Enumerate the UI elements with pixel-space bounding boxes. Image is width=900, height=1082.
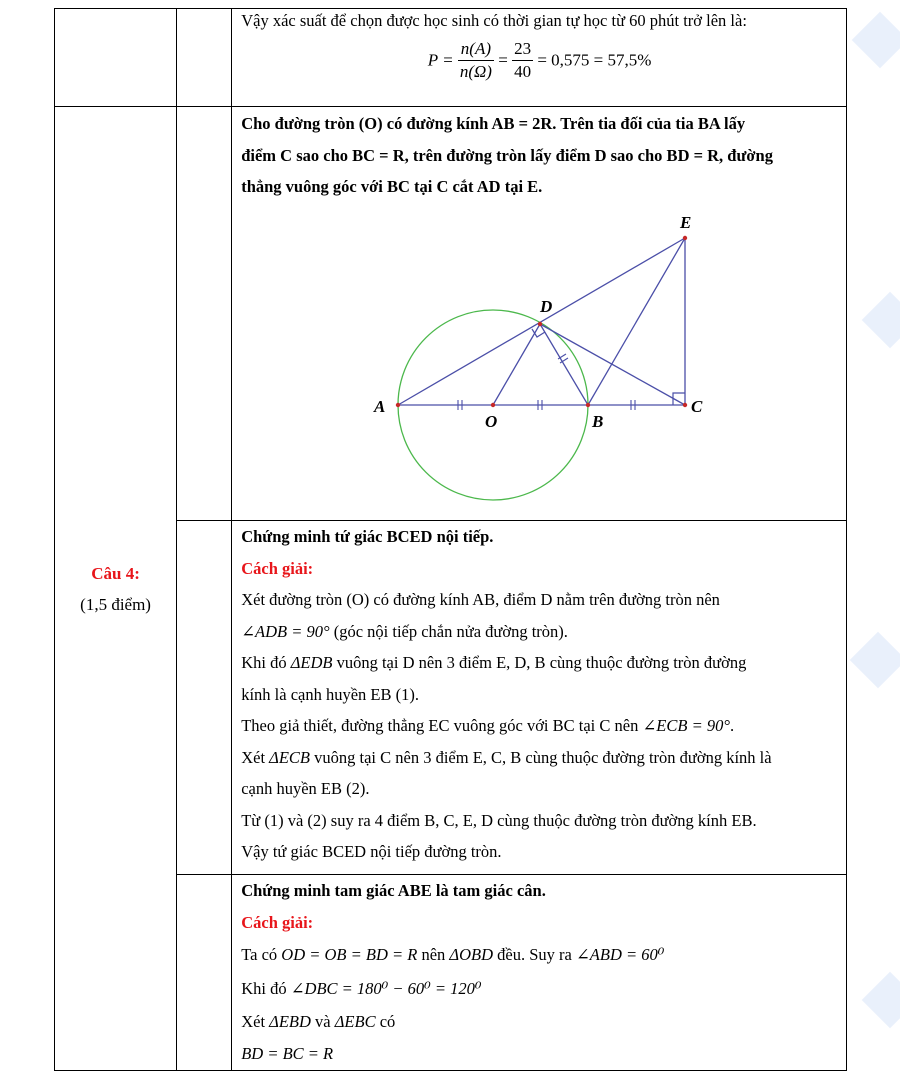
score-cell-empty <box>177 521 232 875</box>
label-a: A <box>374 396 386 416</box>
content-cell <box>232 9 847 107</box>
label-d: D <box>540 296 553 316</box>
line-ae <box>398 238 685 405</box>
problem-line-2: điểm C sao cho BC = R, trên đường tròn lấy điểm D sao cho BD = R, đường <box>241 145 773 165</box>
part-a-line-8: Từ (1) và (2) suy ra 4 điểm B, C, E, D cùng thuộc đường tròn đường kính EB. <box>241 810 757 830</box>
problem-line-1: Cho đường tròn (O) có đường kính AB = 2R. Trên tia đối của tia BA lấy <box>241 114 746 133</box>
part-a-line-5: Theo giả thiết, đường thẳng EC vuông góc với BC tại C nên ∠ECB = 90°. <box>241 716 735 735</box>
label-b: B <box>592 411 604 431</box>
part-a-line-2: ∠ADB = 90° (góc nội tiếp chắn nửa đường tròn). <box>241 621 568 641</box>
label-c: C <box>691 396 703 416</box>
part-a-line-9: Vậy tứ giác BCED nội tiếp đường tròn. <box>241 842 502 861</box>
part-a-line-3: Khi đó ΔEDB vuông tại D nên 3 điểm E, D, B cùng thuộc đường tròn đường <box>241 653 747 672</box>
problem-line-3: thẳng vuông góc với BC tại C cắt AD tại E. <box>241 177 543 196</box>
part-b-line-1: Ta có OD = OB = BD = R nên ΔOBD đều. Suy ra ∠ABD = 60⁰ <box>241 945 665 964</box>
part-a-line-4: kính là cạnh huyền EB (1). <box>241 684 419 704</box>
label-e: E <box>680 212 692 232</box>
line-db <box>540 324 588 405</box>
question-number: Câu 4: <box>91 563 140 583</box>
probability-formula: P = $\frac{n(A)}{n(\Omega)}$ = $\frac{23}{40}$ = 0,575 = 57,5% <box>427 39 652 81</box>
question-points: (1,5 điểm) <box>80 594 151 614</box>
solution-table <box>54 8 847 1071</box>
score-cell-empty <box>177 9 232 107</box>
part-b-line-3: Xét ΔEBD và ΔEBC có <box>241 1012 396 1031</box>
part-a-line-1: Xét đường tròn (O) có đường kính AB, điểm D nằm trên đường tròn nên <box>241 590 720 609</box>
part-b-method: Cách giải: <box>241 912 314 932</box>
content-cell <box>232 107 847 521</box>
question-label-cell <box>55 107 177 1071</box>
geometry-figure <box>232 203 832 513</box>
fraction-nA-nOmega: $\frac{n(A)}{n(\Omega)}$ <box>459 39 492 81</box>
part-a-line-6: Xét ΔECB vuông tại C nên 3 điểm E, C, B cùng thuộc đường tròn đường kính là <box>241 747 772 767</box>
table-row <box>55 107 847 521</box>
fraction-23-40: $\frac{23}{40}$ <box>514 39 532 81</box>
part-a-method: Cách giải: <box>241 558 314 578</box>
line-eb <box>588 238 685 405</box>
score-cell-empty <box>177 875 232 1071</box>
score-cell-empty <box>177 107 232 521</box>
label-o: O <box>485 411 498 431</box>
part-a-title: Chứng minh tứ giác BCED nội tiếp. <box>241 527 494 546</box>
part-b-title: Chứng minh tam giác ABE là tam giác cân. <box>241 881 546 900</box>
content-cell <box>232 521 847 875</box>
line-dc <box>540 324 685 405</box>
content-cell <box>232 875 847 1071</box>
part-b-line-4: BD = BC = R <box>241 1044 334 1063</box>
table-row <box>55 9 847 107</box>
part-b-line-2: Khi đó ∠DBC = 180⁰ − 60⁰ = 120⁰ <box>241 979 482 998</box>
part-a-line-7: cạnh huyền EB (2). <box>241 779 370 798</box>
probability-sentence: Vậy xác suất để chọn được học sinh có thời gian tự học từ 60 phút trở lên là: <box>241 11 747 30</box>
question-cell-empty <box>55 9 177 107</box>
